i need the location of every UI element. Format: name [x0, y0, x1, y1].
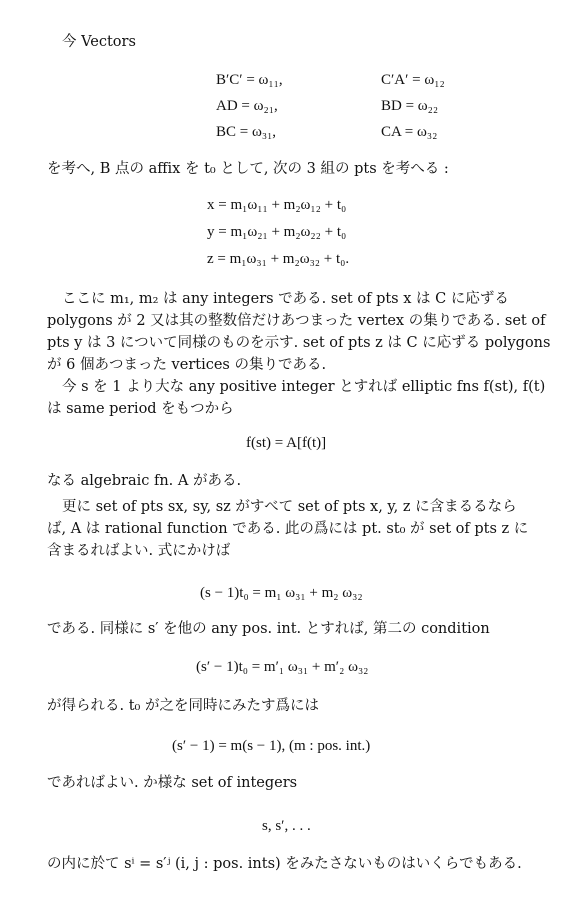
paragraph-line: ここに m₁, m₂ は any integers である. set of pts x は C に応ずる — [62, 291, 509, 307]
vector-def: CA = ω₃₂ — [381, 124, 438, 140]
equation: s, s′, . . . — [262, 818, 311, 834]
paragraph-line: は same period をもつから — [47, 401, 234, 417]
paragraph: の内に於て sⁱ = s′ʲ (i, j : pos. ints) をみたさないものはいくらでもある. — [47, 856, 522, 872]
equation: x = m₁ω₁₁ + m₂ω₁₂ + t₀ — [207, 197, 347, 213]
paragraph-line: polygons が 2 又は其の整数倍だけあつまった vertex の集りである. set of — [47, 313, 546, 329]
equation: (s′ − 1)t₀ = m′₁ ω₃₁ + m′₂ ω₃₂ — [196, 659, 369, 675]
paragraph-line: 更に set of pts sx, sy, sz がすべて set of pts x, y, z に含まるるなら — [62, 499, 517, 515]
paragraph-line: 今 s を 1 より大な any positive integer とすれば elliptic fns f(st), f(t) — [62, 379, 546, 395]
vector-def: BD = ω₂₂ — [381, 98, 439, 114]
paragraph: を考へ, B 点の affix を t₀ として, 次の 3 組の pts を考へる : — [47, 161, 449, 177]
equation: z = m₁ω₃₁ + m₂ω₃₂ + t₀. — [207, 251, 350, 267]
vector-def: B′C′ = ω₁₁, — [216, 72, 283, 88]
paragraph: であればよい. か様な set of integers — [47, 775, 298, 791]
paragraph-line: ば, A は rational function である. 此の爲には pt. st₀ が set of pts z に — [47, 521, 529, 537]
paragraph-line: が 6 個あつまった vertices の集りである. — [47, 357, 327, 373]
intro-text: 今 Vectors — [62, 34, 136, 50]
equation: y = m₁ω₂₁ + m₂ω₂₂ + t₀ — [207, 224, 347, 240]
vector-def: AD = ω₂₁, — [216, 98, 278, 114]
equation: (s′ − 1) = m(s − 1), (m : pos. int.) — [172, 738, 371, 754]
equation: f(st) = A[f(t)] — [246, 435, 327, 451]
paragraph: である. 同様に s′ を他の any pos. int. とすれば, 第二の condition — [47, 621, 490, 637]
vector-def: C′A′ = ω₁₂ — [381, 72, 445, 88]
vector-def: BC = ω₃₁, — [216, 124, 277, 140]
paragraph: なる algebraic fn. A がある. — [47, 473, 242, 489]
paragraph-line: pts y は 3 について同様のものを示す. set of pts z は C に応ずる polygons — [47, 335, 551, 351]
paragraph: が得られる. t₀ が之を同時にみたす爲には — [47, 698, 319, 714]
paragraph-line: 含まるればよい. 式にかけば — [47, 543, 231, 559]
equation: (s − 1)t₀ = m₁ ω₃₁ + m₂ ω₃₂ — [200, 585, 363, 601]
